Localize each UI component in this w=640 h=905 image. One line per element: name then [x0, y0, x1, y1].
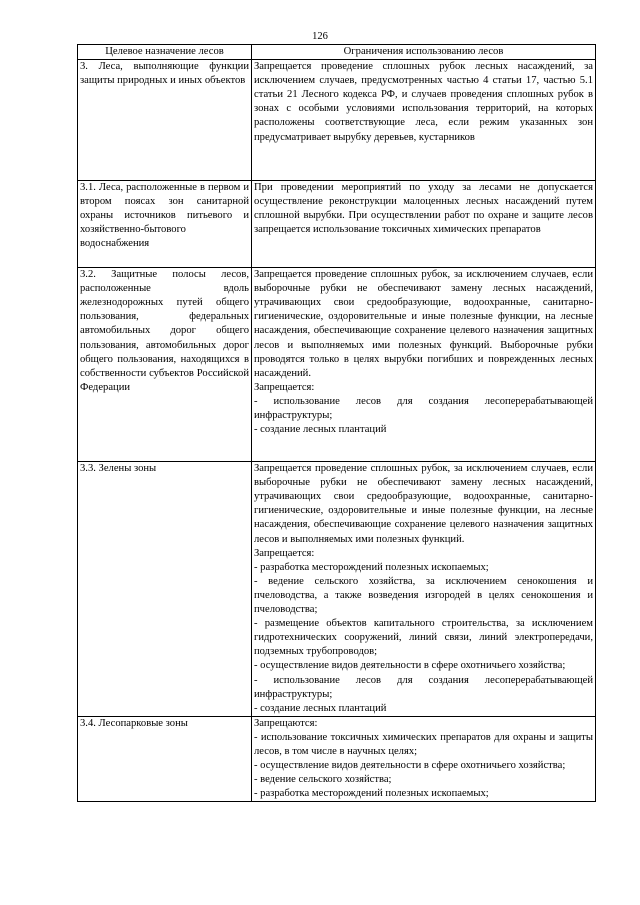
purpose-cell: 3.2. Защитные полосы лесов, расположенные вдоль железнодорожных путей общего пользования, федеральных автомобильных дорог общего пользования, автомобильных дорог общего пользования, находящихся в собственности субъектов Российской Федерации: [78, 268, 252, 462]
restriction-text: - размещение объектов капитального строительства, за исключением гидротехнических сооружений, линий связи, линий электропередачи, подземных трубопроводов;: [254, 618, 593, 658]
restriction-text: - создание лесных плантаций: [254, 702, 387, 714]
restrictions-cell: [252, 60, 596, 181]
restriction-text: - разработка месторождений полезных ископаемых;: [254, 788, 489, 800]
restriction-text: - осуществление видов деятельности в сфере охотничьего хозяйства;: [254, 660, 566, 672]
restriction-text: - создание лесных плантаций: [254, 424, 387, 436]
table-row: [78, 181, 596, 268]
restriction-text: Запрещаются:: [254, 717, 318, 729]
restrictions-cell: [252, 268, 596, 462]
purpose-cell: 3.1. Леса, расположенные в первом и втором поясах зон санитарной охраны источников питьевого и хозяйственно-бытового водоснабжения: [78, 181, 252, 268]
table-row: [78, 716, 596, 802]
restriction-text: - использование лесов для создания лесоперерабатывающей инфраструктуры;: [254, 674, 593, 700]
restriction-text: - разработка месторождений полезных ископаемых;: [254, 561, 489, 573]
restriction-text: - использование лесов для создания лесоперерабатывающей инфраструктуры;: [254, 395, 593, 422]
restriction-text: Запрещается проведение сплошных рубок лесных насаждений, за исключением случаев, предусмотренных частью 4 статьи 17, частью 5.1 статьи 21 Лесного кодекса РФ, и случаев проведения сплошных рубок в зонах с особыми условиями использования территорий, на которых расположены соответствующие леса, если режим указанных зон предусматривает вырубку деревьев, кустарников: [254, 61, 593, 143]
restriction-text: При проведении мероприятий по уходу за лесами не допускается осуществление реконструкции малоценных лесных насаждений путем сплошной вырубки. При осуществлении работ по охране и защите лесов запрещается использование токсичных химических препаратов: [254, 182, 593, 236]
page-number: 126: [312, 31, 328, 42]
header-restrictions: Ограничения использованию лесов: [252, 45, 596, 60]
table-header-row: [78, 45, 596, 60]
restriction-text: - осуществление видов деятельности в сфере охотничьего хозяйства;: [254, 760, 566, 772]
restriction-text: Запрещается:: [254, 381, 315, 393]
table-row: [78, 268, 596, 462]
purpose-cell: 3. Леса, выполняющие функции защиты природных и иных объектов: [78, 60, 252, 181]
purpose-cell: 3.4. Лесопарковые зоны: [78, 716, 252, 802]
restriction-text: Запрещается проведение сплошных рубок, за исключением случаев, если выборочные рубки не обеспечивают замену лесных насаждений, утрачивающих свои средообразующие, водоохранные, санитарно-гигиенические, оздоровительные и иные полезные функции, на лесные насаждения, обеспечивающие сохранение целевого назначения защитных лесов и выполняемых ими полезных функций. Выборочные рубки проводятся только в целях вырубки погибших и поврежденных лесных насаждений.: [254, 269, 593, 379]
restrictions-cell: [252, 181, 596, 268]
header-purpose: Целевое назначение лесов: [78, 45, 252, 60]
restriction-text: - ведение сельского хозяйства;: [254, 774, 392, 786]
restrictions-table: [77, 44, 596, 802]
restriction-text: Запрещается:: [254, 547, 315, 559]
restriction-text: Запрещается проведение сплошных рубок, за исключением случаев, если выборочные рубки не обеспечивают замену лесных насаждений, утрачивающих свои средообразующие, водоохранные, санитарно-гигиенические, оздоровительные и иные полезные функции, на лесные насаждения, обеспечивающие сохранение целевого назначения защитных лесов и выполняемых ими полезных функций.: [254, 463, 593, 545]
table-row: [78, 462, 596, 717]
restriction-text: - использование токсичных химических препаратов для охраны и защиты лесов, в том числе в научных целях;: [254, 731, 593, 757]
restrictions-cell: [252, 462, 596, 717]
table-row: [78, 60, 596, 181]
restrictions-cell: [252, 716, 596, 802]
purpose-cell: 3.3. Зелены зоны: [78, 462, 252, 717]
restriction-text: - ведение сельского хозяйства, за исключением сенокошения и пчеловодства, а также возведения изгородей в целях сенокошения и пчеловодства;: [254, 575, 593, 616]
